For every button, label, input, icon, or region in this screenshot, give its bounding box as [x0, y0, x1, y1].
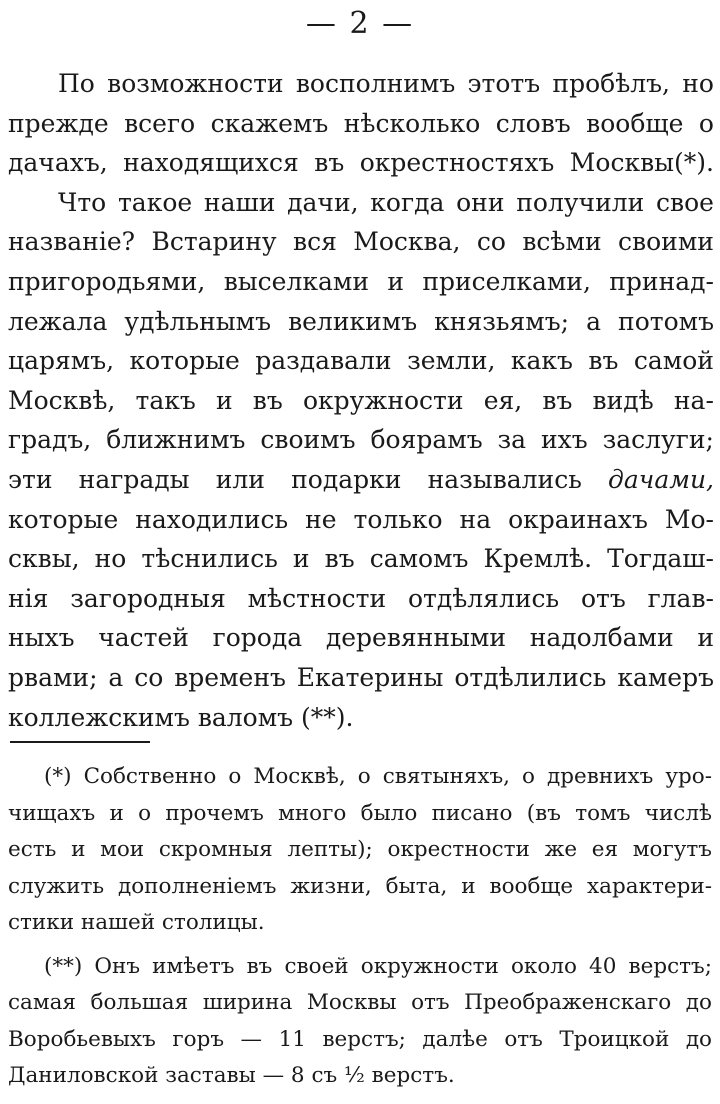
body-text-line: эти награды или подарки назывались дачами,: [8, 465, 714, 494]
footnote-line: служить дополненіемъ жизни, быта, и вообще характери-: [8, 873, 712, 899]
footnote-line: есть и мои скромныя лепты); окрестности же ея могутъ: [8, 837, 712, 862]
footnote-line: стики нашей столицы.: [8, 910, 265, 935]
body-text-line: сквы, но тѣснились и въ самомъ Кремлѣ. Тогдаш-: [8, 544, 714, 574]
body-text-line: Что такое наши дачи, когда они получили свое: [58, 187, 714, 217]
body-text-line: лежала удѣльнымъ великимъ князьямъ; а потомъ: [8, 306, 714, 336]
body-text-line: названіе? Встарину вся Москва, со всѣми своими: [8, 227, 714, 257]
footnote-line: (**) Онъ имѣетъ въ своей окружности около 40 верстъ;: [44, 953, 712, 979]
footnote-line: (*) Собственно о Москвѣ, о святыняхъ, о древнихъ уро-: [44, 764, 712, 789]
body-text-line: По возможности восполнимъ этотъ пробѣлъ, но: [58, 69, 714, 98]
body-text-line: рвами; а со временъ Екатерины отдѣлились камеръ: [8, 663, 714, 692]
body-text-line: дачахъ, находящихся въ окрестностяхъ Москвы(*).: [8, 148, 714, 178]
body-text-line: ныхъ частей города деревянными надолбами и: [8, 623, 714, 653]
body-text-line: которые находились не только на окраинахъ Мо-: [8, 504, 714, 534]
body-text-line: нія загородныя мѣстности отдѣлялись отъ глав-: [8, 583, 714, 613]
body-text-line: прежде всего скажемъ нѣсколько словъ вообще о: [8, 108, 714, 138]
body-text-line: коллежскимъ валомъ (**).: [8, 702, 354, 732]
footnote-line: Воробьевыхъ горъ — 11 верстъ; далѣе отъ Троицкой до: [8, 1026, 712, 1052]
body-text-line: пригородьями, выселками и приселками, принад-: [8, 267, 714, 296]
body-text-line: градъ, ближнимъ своимъ боярамъ за ихъ заслуги;: [8, 425, 714, 455]
body-text-line: царямъ, которые раздавали земли, какъ въ самой: [8, 346, 714, 376]
footnote-separator: [10, 741, 150, 743]
footnote-line: чищахъ и о прочемъ много было писано (въ томъ числѣ: [8, 800, 712, 826]
footnote-line: самая большая ширина Москвы отъ Преображенскаго до: [8, 990, 712, 1015]
body-text-line: Москвѣ, такъ и въ окружности ея, въ видѣ на-: [8, 385, 714, 415]
footnote-line: Даниловской заставы — 8 съ ½ верстъ.: [8, 1063, 455, 1088]
page-number: — 2 —: [305, 6, 415, 41]
